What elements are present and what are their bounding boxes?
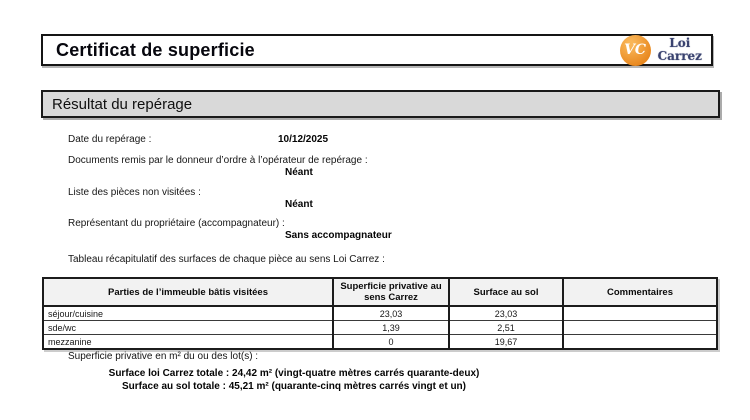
- table-row: [43, 335, 717, 350]
- cell-carrez: 0: [333, 335, 449, 350]
- loi-carrez-logo-icon: VC: [620, 35, 651, 66]
- cell-carrez: 23,03: [333, 306, 449, 321]
- documents-remis-label: Documents remis par le donneur d’ordre à l’opérateur de repérage :: [68, 155, 368, 166]
- loi-carrez-logo-text: [658, 37, 702, 63]
- total-carrez-line: Surface loi Carrez totale : 24,42 m² (vingt-quatre mètres carrés quarante-deux): [108, 368, 480, 379]
- representant-label: Représentant du propriétaire (accompagnateur) :: [68, 218, 285, 229]
- title-bar: [41, 34, 713, 66]
- cell-commentaire: [563, 306, 717, 321]
- surfaces-table: [42, 277, 718, 350]
- representant-value: Sans accompagnateur: [285, 230, 392, 241]
- section-header: [41, 90, 720, 118]
- cell-sol: 2,51: [449, 321, 563, 335]
- cell-carrez: 1,39: [333, 321, 449, 335]
- page-title: Certificat de superficie: [56, 39, 255, 60]
- cell-commentaire: [563, 335, 717, 350]
- col-header-surface-sol: Surface au sol: [449, 278, 563, 306]
- table-header-row: [43, 278, 717, 306]
- date-reperage-value: 10/12/2025: [278, 134, 329, 145]
- cell-commentaire: [563, 321, 717, 335]
- logo-word-loi: Loi: [669, 36, 691, 50]
- col-header-commentaires: Commentaires: [563, 278, 717, 306]
- col-header-parties: Parties de l’immeuble bâtis visitées: [43, 278, 333, 306]
- pieces-non-visitees-label: Liste des pièces non visitées :: [68, 187, 201, 198]
- logo-word-carrez: Carrez: [657, 49, 702, 63]
- superficie-privative-label: Superficie privative en m² du ou des lot(s) :: [68, 351, 259, 362]
- total-sol-line: Surface au sol totale : 45,21 m² (quarante-cinq mètres carrés vingt et un): [122, 381, 466, 392]
- section-title: Résultat du repérage: [52, 95, 193, 113]
- table-intro-label: Tableau récapitulatif des surfaces de chaque pièce au sens Loi Carrez :: [68, 254, 385, 265]
- loi-carrez-logo: [620, 35, 711, 66]
- cell-sol: 19,67: [449, 335, 563, 350]
- cell-sol: 23,03: [449, 306, 563, 321]
- col-header-carrez: Superficie privative au sens Carrez: [333, 278, 449, 306]
- pieces-non-visitees-value: Néant: [285, 199, 313, 210]
- documents-remis-value: Néant: [285, 167, 313, 178]
- date-reperage-label: Date du repérage :: [68, 134, 152, 145]
- table-row: [43, 306, 717, 321]
- cell-piece: séjour/cuisine: [43, 306, 333, 321]
- table-row: [43, 321, 717, 335]
- cell-piece: sde/wc: [43, 321, 333, 335]
- cell-piece: mezzanine: [43, 335, 333, 350]
